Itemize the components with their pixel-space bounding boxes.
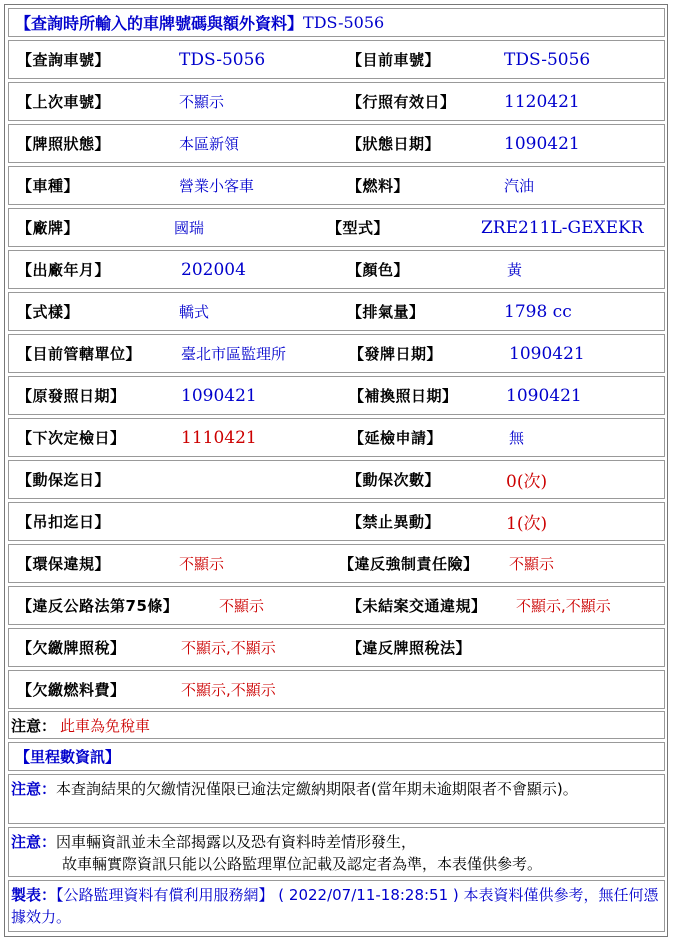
field-value: 營業小客車	[179, 177, 255, 195]
notice-text: 此車為免稅車	[60, 716, 151, 735]
field-label: 【動保次數】	[347, 471, 441, 489]
field-label: 【吊扣迄日】	[17, 513, 111, 531]
field-label: 【違反強制責任險】	[339, 555, 479, 573]
field-label: 【欠繳牌照稅】	[17, 639, 126, 657]
field-value: 1(次)	[506, 514, 548, 534]
field-value: 不顯示	[179, 555, 225, 573]
field-value: 不顯示,不顯示	[181, 639, 276, 657]
info-row	[8, 208, 665, 247]
note-row-2	[8, 827, 665, 877]
field-value: 1798 cc	[504, 301, 572, 322]
field-value: 無	[509, 429, 525, 447]
field-value: 不顯示,不顯示	[516, 597, 611, 615]
field-label: 【型式】	[327, 219, 390, 237]
field-label: 【查詢車號】	[17, 51, 111, 69]
page-title	[15, 9, 384, 36]
field-label: 【補換照日期】	[349, 387, 458, 405]
note1-label: 注意：	[11, 780, 57, 798]
field-label: 【未結案交通違規】	[347, 597, 487, 615]
info-row	[8, 418, 665, 457]
notice-label: 注意：	[11, 716, 57, 735]
field-value: 不顯示	[509, 555, 555, 573]
note2-label: 注意：	[11, 833, 57, 851]
note1-text: 本查詢結果的欠繳情況僅限已逾法定繳納期限者(當年期未逾期限者不會顯示)。	[56, 780, 578, 798]
field-value: 黃	[507, 261, 523, 279]
field-label: 【目前車號】	[347, 51, 441, 69]
field-label: 【狀態日期】	[347, 135, 441, 153]
field-value: 本區新領	[179, 135, 240, 153]
field-label: 【原發照日期】	[17, 387, 126, 405]
field-label: 【排氣量】	[347, 303, 425, 321]
field-label: 【欠繳燃料費】	[17, 681, 126, 699]
info-row	[8, 628, 665, 667]
info-row	[8, 166, 665, 205]
field-value: 轎式	[179, 303, 210, 321]
footer-label: 製表：	[11, 886, 57, 904]
field-label: 【出廠年月】	[17, 261, 111, 279]
field-value: 國瑞	[174, 219, 205, 237]
field-label: 【顏色】	[347, 261, 410, 279]
info-row	[8, 250, 665, 289]
field-value: 202004	[181, 259, 246, 280]
info-row	[8, 670, 665, 709]
field-value: 1090421	[181, 385, 257, 406]
field-value: 1110421	[181, 427, 257, 448]
field-label: 【違反公路法第75條】	[17, 597, 179, 615]
field-value: 不顯示	[219, 597, 265, 615]
info-row	[8, 544, 665, 583]
field-label: 【行照有效日】	[347, 93, 456, 111]
field-value: TDS-5056	[504, 49, 591, 70]
tax-exempt-notice-row	[8, 711, 665, 739]
field-label: 【上次車號】	[17, 93, 111, 111]
info-row	[8, 82, 665, 121]
note2-line2: 故車輛實際資訊只能以公路監理單位記載及認定者為準，本表僅供參考。	[62, 855, 543, 873]
field-label: 【目前管轄單位】	[17, 345, 142, 363]
info-row	[8, 292, 665, 331]
footer-text: 【公路監理資料有償利用服務網】 ( 2022/07/11-18:28:51 ) 本表資料僅供參考，無任何憑據效力。	[11, 886, 659, 926]
field-value: 汽油	[504, 177, 535, 195]
field-label: 【廠牌】	[17, 219, 80, 237]
field-label: 【燃料】	[347, 177, 410, 195]
info-row	[8, 502, 665, 541]
field-value: 臺北市區監理所	[181, 345, 287, 363]
field-label: 【動保迄日】	[17, 471, 111, 489]
field-value: 不顯示	[179, 93, 225, 111]
field-value: ZRE211L-GEXEKR	[481, 217, 644, 238]
info-row	[8, 40, 665, 79]
field-value: TDS-5056	[179, 49, 266, 70]
field-label: 【發牌日期】	[349, 345, 443, 363]
field-value: 0(次)	[506, 472, 548, 492]
info-row	[8, 586, 665, 625]
info-row	[8, 334, 665, 373]
field-label: 【延檢申請】	[349, 429, 443, 447]
field-label: 【環保違規】	[17, 555, 111, 573]
field-value: 1090421	[506, 385, 582, 406]
field-value: 1090421	[504, 133, 580, 154]
title-plate: TDS-5056	[303, 13, 385, 32]
field-label: 【下次定檢日】	[17, 429, 126, 447]
info-row	[8, 376, 665, 415]
note2-line1: 因車輛資訊並未全部揭露以及恐有資料時差情形發生，	[56, 833, 417, 851]
info-row	[8, 124, 665, 163]
field-label: 【禁止異動】	[347, 513, 441, 531]
field-value: 1120421	[504, 91, 580, 112]
field-value: 不顯示,不顯示	[181, 681, 276, 699]
field-value: 1090421	[509, 343, 585, 364]
field-label: 【車種】	[17, 177, 80, 195]
mileage-row	[8, 742, 665, 771]
title-row	[8, 8, 665, 37]
info-row	[8, 460, 665, 499]
field-label: 【式樣】	[17, 303, 80, 321]
title-prefix: 【查詢時所輸入的車牌號碼與額外資料】	[15, 14, 304, 33]
footer-row	[8, 880, 665, 932]
field-label: 【牌照狀態】	[17, 135, 111, 153]
mileage-label: 【里程數資訊】	[15, 748, 121, 766]
note-row-1	[8, 774, 665, 824]
field-label: 【違反牌照稅法】	[347, 639, 472, 657]
